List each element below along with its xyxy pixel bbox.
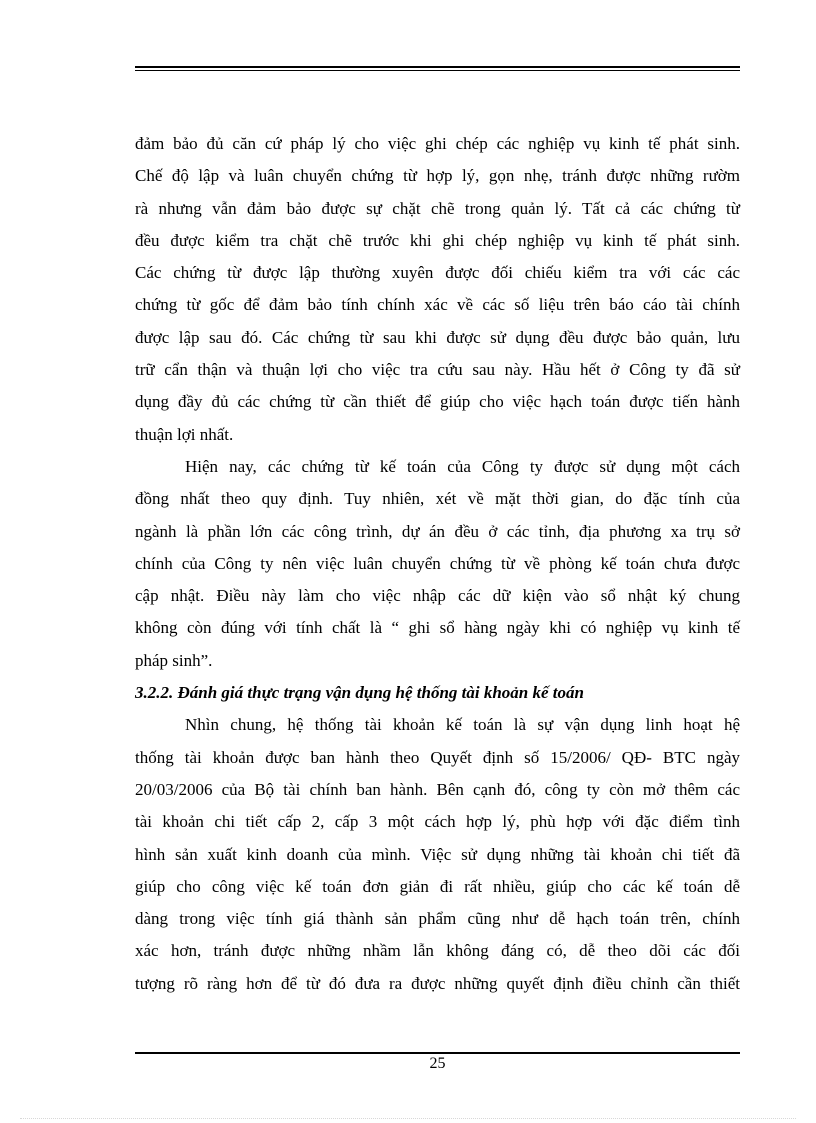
text-line: xác hơn, tránh được những nhầm lẫn không đáng có, dễ theo dõi các đối: [135, 941, 740, 961]
text-line: trữ cẩn thận và thuận lợi cho việc tra cứu sau này. Hầu hết ở Công ty đã sử: [135, 360, 740, 380]
text-line: tài khoản chi tiết cấp 2, cấp 3 một cách hợp lý, phù hợp với đặc điểm tình: [135, 812, 740, 832]
text-line: đảm bảo đủ căn cứ pháp lý cho việc ghi chép các nghiệp vụ kinh tế phát sinh.: [135, 134, 740, 153]
text-line: thuận lợi nhất.: [135, 424, 234, 444]
text-line: Hiện nay, các chứng từ kế toán của Công ty được sử dụng một cách: [185, 456, 740, 476]
text-line: chính của Công ty nên việc luân chuyển chứng từ về phòng kế toán chưa được: [135, 553, 740, 573]
text-line: giúp cho công việc kế toán đơn giản đi rất nhiều, giúp cho các kế toán dễ: [135, 876, 740, 896]
text-line: pháp sinh”.: [135, 650, 213, 670]
text-line: Chế độ lập và luân chuyển chứng từ hợp lý, gọn nhẹ, tránh được những rườm: [135, 166, 740, 186]
text-line: được lập sau đó. Các chứng từ sau khi được sử dụng đều được bảo quản, lưu: [135, 327, 740, 347]
text-line: đồng nhất theo quy định. Tuy nhiên, xét về mặt thời gian, do đặc tính của: [135, 489, 740, 509]
page-edge-divider: [20, 1118, 796, 1119]
text-line: dụng đầy đủ các chứng từ cần thiết để giúp cho việc hạch toán được tiến hành: [135, 392, 740, 412]
text-line: hình sản xuất kinh doanh của mình. Việc sử dụng những tài khoản chi tiết đã: [135, 844, 740, 864]
text-line: Các chứng từ được lập thường xuyên được đối chiếu kiểm tra với các các: [135, 263, 740, 283]
section-heading: 3.2.2. Đánh giá thực trạng vận dụng hệ thống tài khoản kế toán: [135, 683, 584, 703]
text-line: đều được kiểm tra chặt chẽ trước khi ghi chép nghiệp vụ kinh tế phát sinh.: [135, 230, 740, 250]
text-line: tượng rõ ràng hơn để từ đó đưa ra được những quyết định điều chỉnh cần thiết: [135, 973, 740, 993]
text-line: thống tài khoản được ban hành theo Quyết định số 15/2006/ QĐ- BTC ngày: [135, 747, 740, 767]
paragraph-1: [135, 128, 740, 451]
paragraph-2: [135, 451, 740, 677]
paragraph-3: [135, 709, 740, 1000]
document-body: [135, 128, 740, 1000]
header-double-rule: [135, 66, 740, 71]
text-line: dàng trong việc tính giá thành sản phẩm cũng như dễ hạch toán trên, chính: [135, 909, 740, 929]
page-number: 25: [429, 1055, 446, 1072]
text-line: ngành là phần lớn các công trình, dự án đều ở các tỉnh, địa phương xa trụ sở: [135, 521, 740, 541]
text-line: chứng từ gốc để đảm bảo tính chính xác về các số liệu trên báo cáo tài chính: [135, 295, 740, 315]
text-line: không còn đúng với tính chất là “ ghi sổ hàng ngày khi có nghiệp vụ kinh tế: [135, 618, 740, 638]
text-line: 20/03/2006 của Bộ tài chính ban hành. Bên cạnh đó, công ty còn mở thêm các: [135, 779, 740, 799]
text-line: cập nhật. Điều này làm cho việc nhập các dữ kiện vào sổ nhật ký chung: [135, 586, 740, 606]
text-line: rà nhưng vẫn đảm bảo được sự chặt chẽ trong quản lý. Tất cả các chứng từ: [135, 198, 740, 218]
text-line: Nhìn chung, hệ thống tài khoản kế toán là sự vận dụng linh hoạt hệ: [185, 715, 740, 735]
